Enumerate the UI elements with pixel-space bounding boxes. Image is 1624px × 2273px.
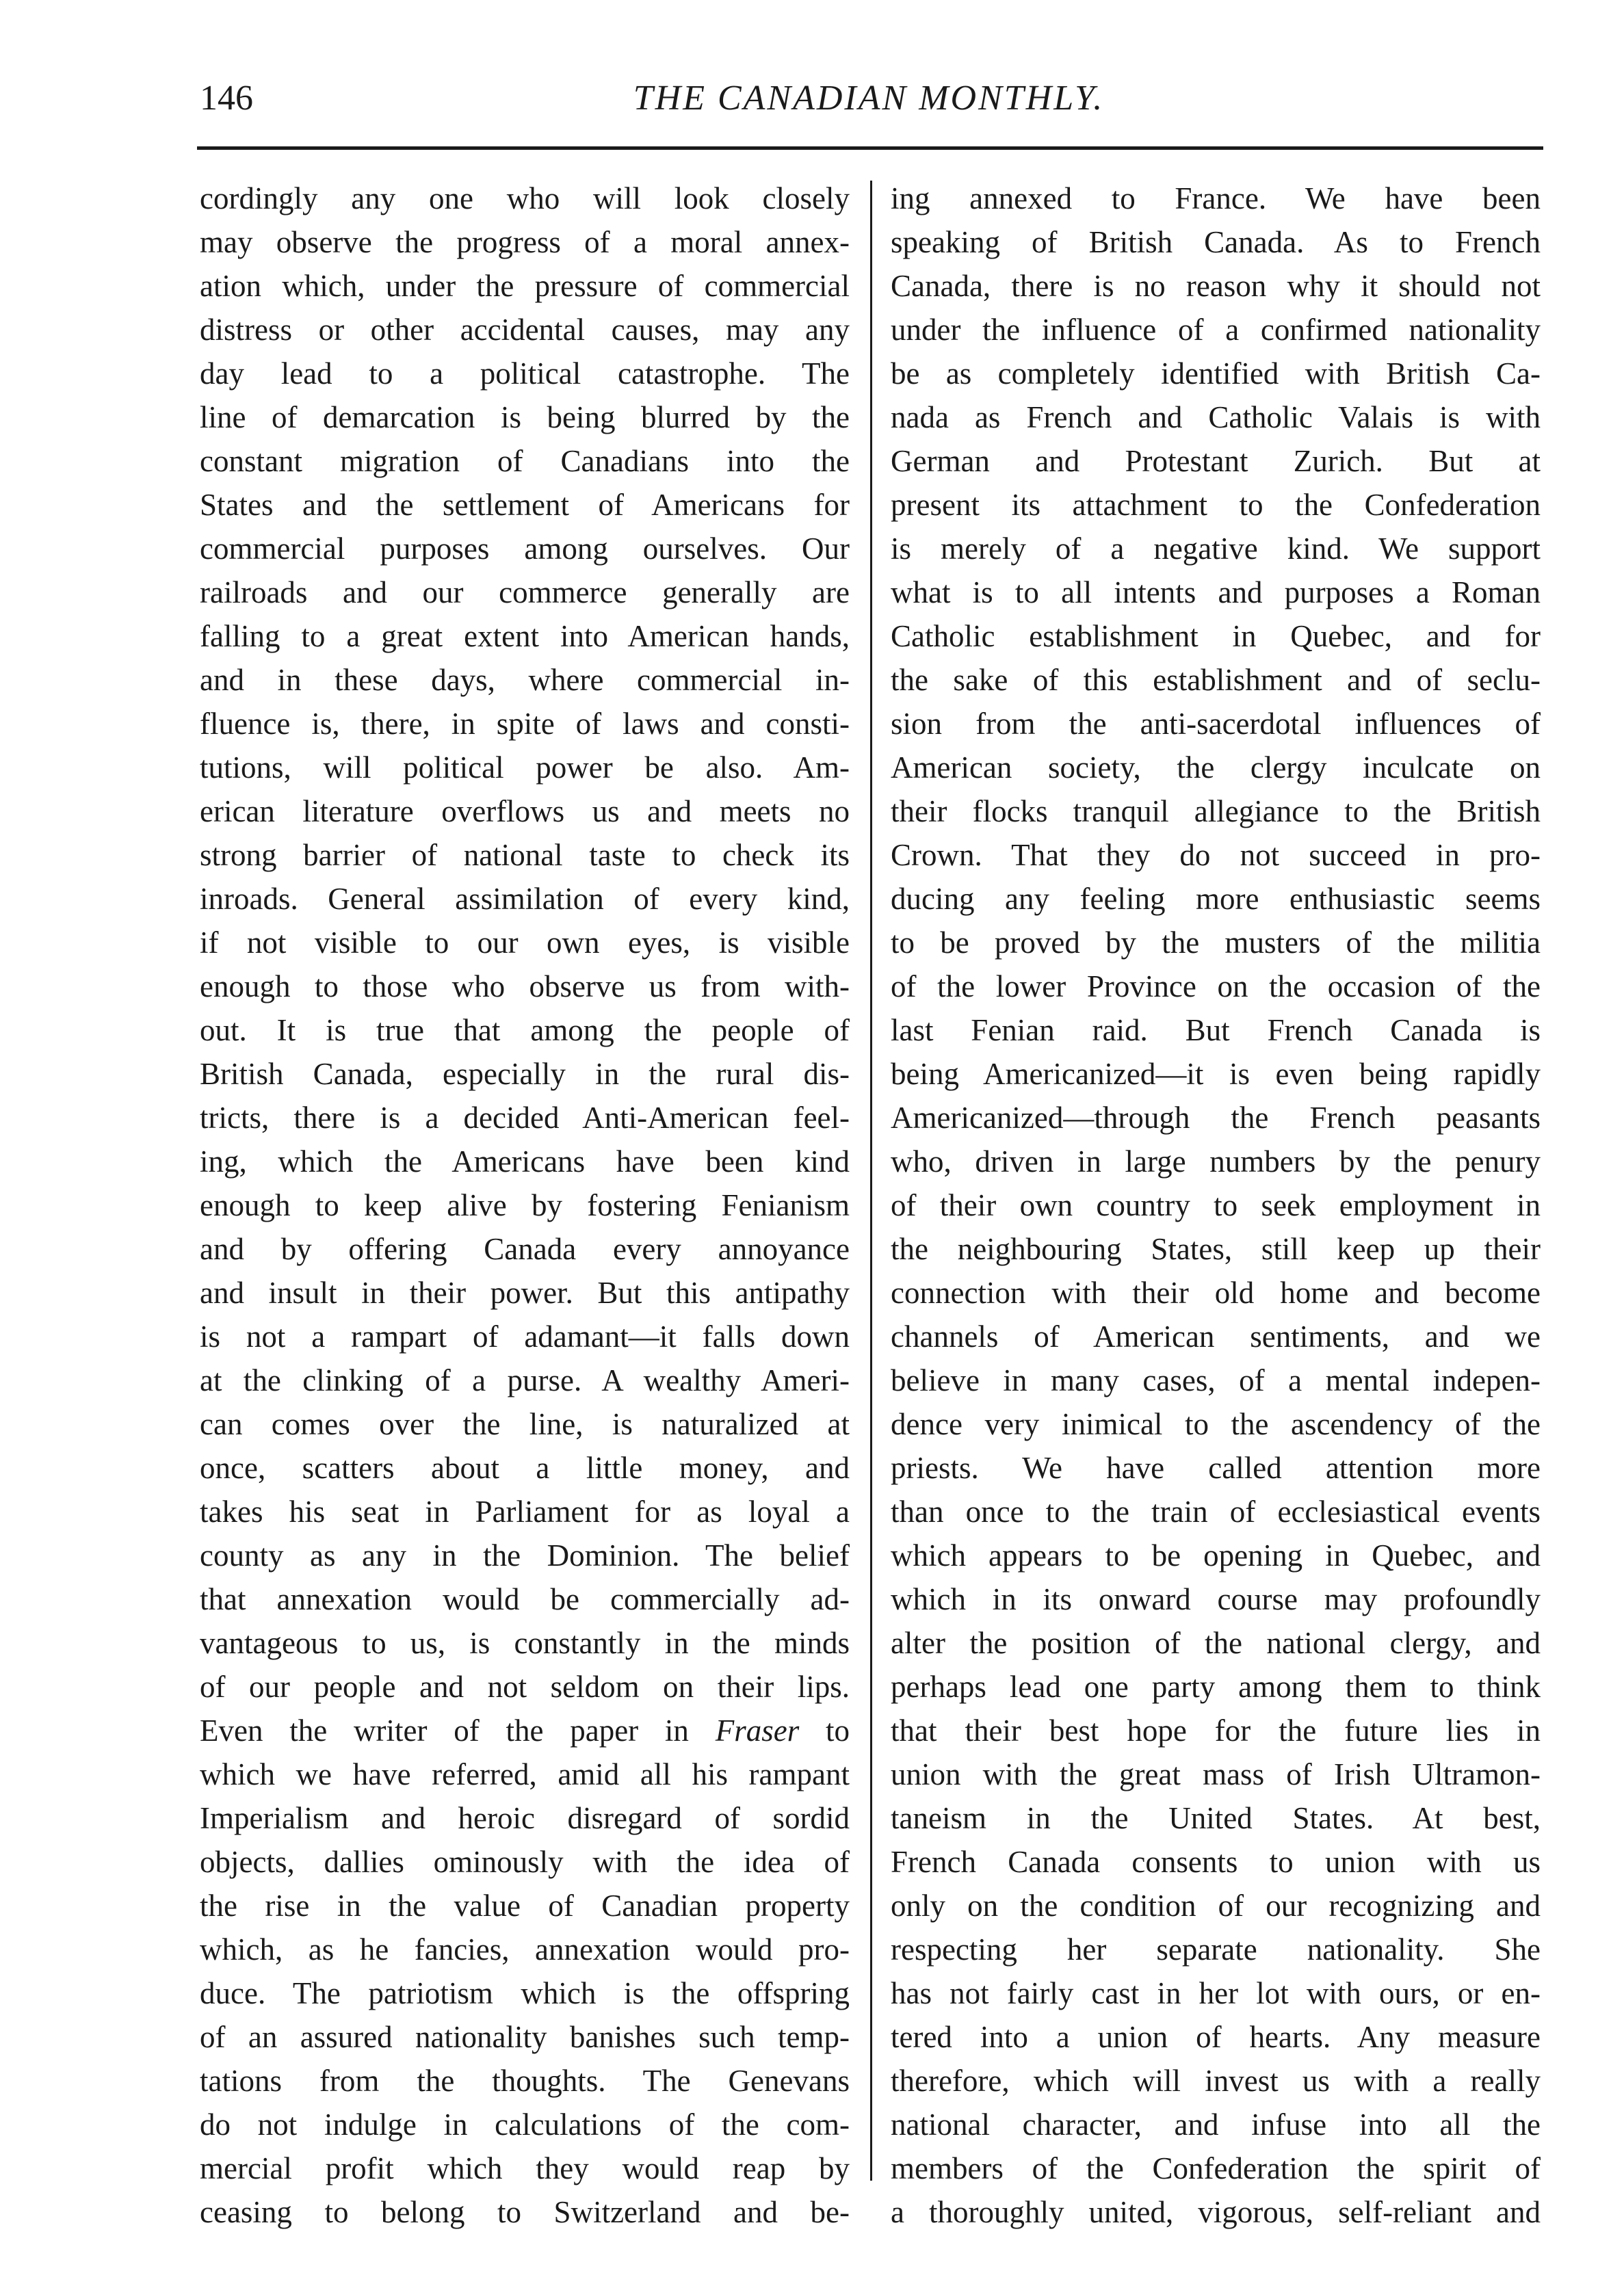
italic-title: Fraser [715, 1713, 800, 1748]
text-line: the sake of this establishment and of seclu- [891, 663, 1541, 697]
text-line: being Americanized—it is even being rapidly [891, 1057, 1541, 1091]
text-line: if not visible to our own eyes, is visible [200, 925, 850, 960]
text-line: which, as he fancies, annexation would pro- [200, 1932, 850, 1967]
text-line: American society, the clergy inculcate on [891, 750, 1541, 785]
text-line: vantageous to us, is constantly in the minds [200, 1626, 850, 1660]
text-line: county as any in the Dominion. The belief [200, 1538, 850, 1573]
text-line: States and the settlement of Americans for [200, 488, 850, 522]
page-number: 146 [200, 79, 253, 118]
left-column [200, 176, 850, 2234]
text-line: that their best hope for the future lies in [891, 1713, 1541, 1748]
text-line: and insult in their power. But this antipathy [200, 1276, 850, 1310]
text-line: the neighbouring States, still keep up their [891, 1232, 1541, 1266]
text-line: and by offering Canada every annoyance [200, 1232, 850, 1266]
text-line: sion from the anti-sacerdotal influences of [891, 707, 1541, 741]
text-line: mercial profit which they would reap by [200, 2151, 850, 2185]
text-line: strong barrier of national taste to check its [200, 838, 850, 872]
text-line: French Canada consents to union with us [891, 1845, 1541, 1879]
text-line: at the clinking of a purse. A wealthy Ameri- [200, 1363, 850, 1397]
text-line: under the influence of a confirmed nationality [891, 313, 1541, 347]
text-line: day lead to a political catastrophe. The [200, 356, 850, 391]
text-line: Crown. That they do not succeed in pro- [891, 838, 1541, 872]
text-line: which appears to be opening in Quebec, and [891, 1538, 1541, 1573]
text-line: which we have referred, amid all his rampant [200, 1757, 850, 1791]
text-line: commercial purposes among ourselves. Our [200, 531, 850, 566]
text-line: channels of American sentiments, and we [891, 1319, 1541, 1354]
text-line: inroads. General assimilation of every kind, [200, 882, 850, 916]
text-line: railroads and our commerce generally are [200, 575, 850, 609]
text-line: ation which, under the pressure of commercial [200, 269, 850, 303]
text-line: connection with their old home and become [891, 1276, 1541, 1310]
text-line: ducing any feeling more enthusiastic seems [891, 882, 1541, 916]
text-line: perhaps lead one party among them to think [891, 1670, 1541, 1704]
text-line: respecting her separate nationality. She [891, 1932, 1541, 1967]
text-line: may observe the progress of a moral annex- [200, 225, 850, 259]
text-line: tations from the thoughts. The Genevans [200, 2064, 850, 2098]
text-line: line of demarcation is being blurred by the [200, 400, 850, 434]
text-line: cordingly any one who will look closely [200, 181, 850, 215]
text-line: ing, which the Americans have been kind [200, 1144, 850, 1179]
text-line: duce. The patriotism which is the offspring [200, 1976, 850, 2010]
text-line: distress or other accidental causes, may any [200, 313, 850, 347]
header-rule [197, 146, 1543, 150]
text-line: British Canada, especially in the rural dis- [200, 1057, 850, 1091]
text-line: nada as French and Catholic Valais is with [891, 400, 1541, 434]
text-line: Americanized—through the French peasants [891, 1101, 1541, 1135]
text-line: the rise in the value of Canadian property [200, 1889, 850, 1923]
text-line: speaking of British Canada. As to French [891, 225, 1541, 259]
text-line: constant migration of Canadians into the [200, 444, 850, 478]
text-line: enough to those who observe us from with- [200, 969, 850, 1003]
text-line: Imperialism and heroic disregard of sordid [200, 1801, 850, 1835]
text-line: of our people and not seldom on their lips. [200, 1670, 850, 1704]
text-line: only on the condition of our recognizing and [891, 1889, 1541, 1923]
text-line: objects, dallies ominously with the idea of [200, 1845, 850, 1879]
text-line: taneism in the United States. At best, [891, 1801, 1541, 1835]
text-line: than once to the train of ecclesiastical events [891, 1495, 1541, 1529]
text-line: of an assured nationality banishes such temp- [200, 2020, 850, 2054]
text-line: therefore, which will invest us with a really [891, 2064, 1541, 2098]
text-line: is merely of a negative kind. We support [891, 531, 1541, 566]
text-line: German and Protestant Zurich. But at [891, 444, 1541, 478]
text-line: dence very inimical to the ascendency of the [891, 1407, 1541, 1441]
text-line: ceasing to belong to Switzerland and be- [200, 2195, 850, 2229]
text-line: fluence is, there, in spite of laws and consti- [200, 707, 850, 741]
text-line: union with the great mass of Irish Ultramon- [891, 1757, 1541, 1791]
text-line: is not a rampart of adamant—it falls down [200, 1319, 850, 1354]
text-line: falling to a great extent into American hands, [200, 619, 850, 653]
text-line: believe in many cases, of a mental indepen- [891, 1363, 1541, 1397]
text-line: enough to keep alive by fostering Fenianism [200, 1188, 850, 1222]
running-title: THE CANADIAN MONTHLY. [633, 79, 1105, 118]
text-line: and in these days, where commercial in- [200, 663, 850, 697]
text-line: of the lower Province on the occasion of the [891, 969, 1541, 1003]
text-line: do not indulge in calculations of the com- [200, 2107, 850, 2142]
text-line: members of the Confederation the spirit of [891, 2151, 1541, 2185]
text-line: tered into a union of hearts. Any measure [891, 2020, 1541, 2054]
right-column [891, 176, 1541, 2234]
text-line: who, driven in large numbers by the penury [891, 1144, 1541, 1179]
text-line: has not fairly cast in her lot with ours, or en- [891, 1976, 1541, 2010]
text-line: which in its onward course may profoundly [891, 1582, 1541, 1616]
text-line: Canada, there is no reason why it should not [891, 269, 1541, 303]
text-line: that annexation would be commercially ad- [200, 1582, 850, 1616]
text-line: last Fenian raid. But French Canada is [891, 1013, 1541, 1047]
text-line: ing annexed to France. We have been [891, 181, 1541, 215]
text-line: a thoroughly united, vigorous, self-reliant and [891, 2195, 1541, 2229]
text-line: alter the position of the national clergy, and [891, 1626, 1541, 1660]
column-divider [870, 181, 872, 2181]
text-line: national character, and infuse into all the [891, 2107, 1541, 2142]
text-line: erican literature overflows us and meets no [200, 794, 850, 828]
text-line: takes his seat in Parliament for as loyal a [200, 1495, 850, 1529]
text-line: out. It is true that among the people of [200, 1013, 850, 1047]
text-line: Catholic establishment in Quebec, and for [891, 619, 1541, 653]
text-line: what is to all intents and purposes a Roman [891, 575, 1541, 609]
text-line: priests. We have called attention more [891, 1451, 1541, 1485]
text-line: present its attachment to the Confederation [891, 488, 1541, 522]
text-line: can comes over the line, is naturalized at [200, 1407, 850, 1441]
text-line: Even the writer of the paper in Fraser to [200, 1713, 850, 1748]
text-line: tutions, will political power be also. Am- [200, 750, 850, 785]
text-line: be as completely identified with British Ca- [891, 356, 1541, 391]
text-line: tricts, there is a decided Anti-American feel- [200, 1101, 850, 1135]
text-line: to be proved by the musters of the militia [891, 925, 1541, 960]
text-line: once, scatters about a little money, and [200, 1451, 850, 1485]
text-line: of their own country to seek employment in [891, 1188, 1541, 1222]
text-line: their flocks tranquil allegiance to the British [891, 794, 1541, 828]
